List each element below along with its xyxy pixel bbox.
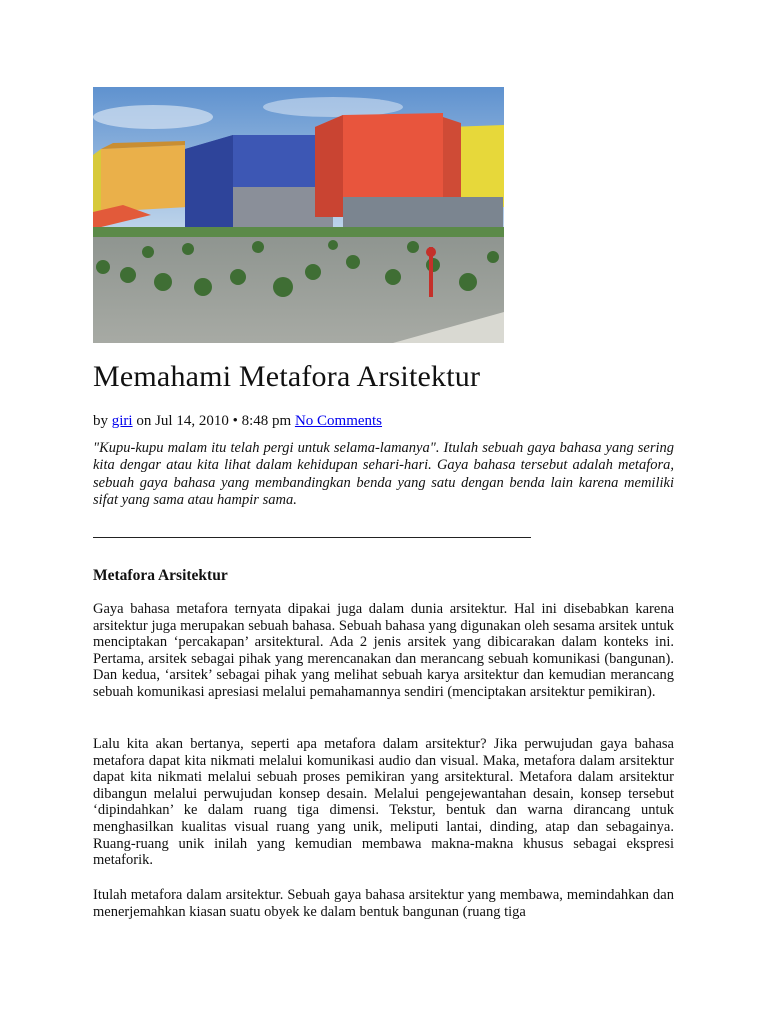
- author-link[interactable]: giri: [111, 413, 133, 429]
- post-date: on Jul 14, 2010 • 8:48 pm: [136, 413, 292, 429]
- intro-quote: "Kupu-kupu malam itu telah pergi untuk selama-lamanya". Itulah sebuah gaya bahasa yang sering kita dengar atau kita lihat dalam kehidupan sehari-hari. Gaya bahasa tersebut adalah metafora, sebuah gaya bahasa yang membandingkan benda yang satu dengan benda lain karena memiliki sifat yang sama atau hampir sama.: [93, 440, 674, 508]
- byline-prefix: by: [93, 413, 108, 429]
- body-paragraph-3: Itulah metafora dalam arsitektur. Sebuah gaya bahasa arsitektur yang membawa, memindahkan dan menerjemahkan kiasan suatu obyek ke dalam bentuk bangunan (ruang tiga: [93, 887, 674, 920]
- article-title: Memahami Metafora Arsitektur: [93, 360, 481, 393]
- divider: [93, 537, 531, 538]
- body-paragraph-2: Lalu kita akan bertanya, seperti apa metafora dalam arsitektur? Jika perwujudan gaya bahasa metafora dapat kita nikmati melalui komunikasi audio dan visual. Maka, metafora dalam arsitektur dapat kita nikmati melalui sebuah proses pemikiran yang arsitektural. Metafora dalam arsitektur dibangun melalui perwujudan konsep desain. Melalui pengejewantahan desain, konsep tersebut ‘dipindahkan’ ke dalam ruang tiga dimensi. Tekstur, bentuk dan warna dirancang untuk menghasilkan kualitas visual ruang yang unik, meliputi lantai, dinding, atap dan sebagainya. Ruang-ruang unik inilah yang kemudian membawa makna-makna khusus sebagai ekspresi metaforik.: [93, 736, 674, 869]
- section-heading: Metafora Arsitektur: [93, 567, 228, 584]
- article-meta: [93, 413, 382, 430]
- body-paragraph-1: Gaya bahasa metafora ternyata dipakai juga dalam dunia arsitektur. Hal ini disebabkan karena arsitektur juga merupakan sebuah bahasa. Sebuah bahasa yang digunakan oleh sesama arsitek untuk menciptakan ‘percakapan’ arsitektural. Ada 2 jenis arsitek yang dibicarakan dalam konteks ini. Pertama, arsitek sebagai pihak yang merencanakan dan merancang sebuah komunikasi (bangunan). Dan kedua, ‘arsitek’ sebagai pihak yang melihat sebuah karya arsitektur dan kemudian merancang sebuah komunikasi apresiasi melalui pemahamannya sendiri (menciptakan arsitektur pemikiran).: [93, 601, 674, 700]
- comments-link[interactable]: No Comments: [294, 413, 383, 429]
- hero-photo: [93, 87, 504, 343]
